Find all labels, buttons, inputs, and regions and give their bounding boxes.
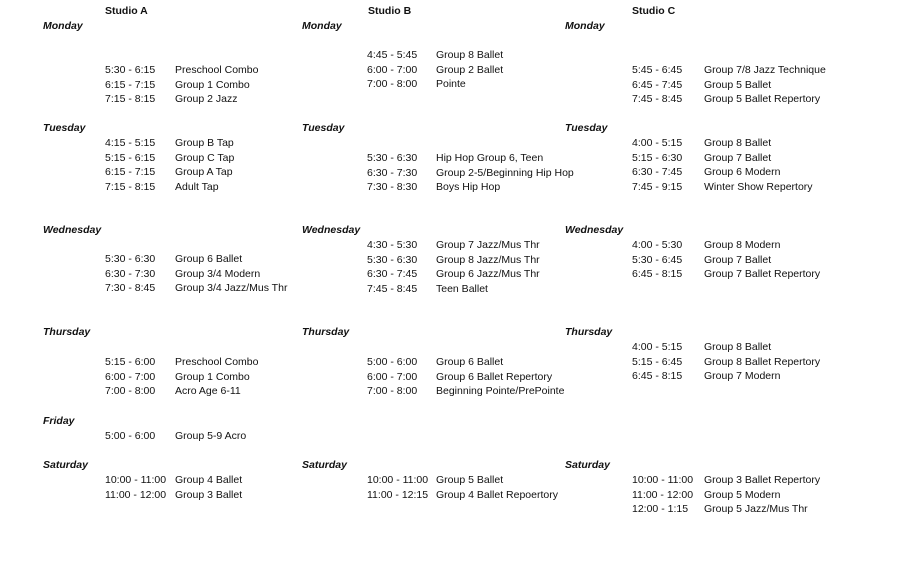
- day-label-studio_a-sat: Saturday: [43, 459, 88, 471]
- class-time: 7:00 - 8:00: [105, 385, 156, 398]
- class-time: 4:00 - 5:30: [632, 239, 683, 251]
- class-name: Group B Tap: [175, 137, 234, 149]
- studio-heading-3: Studio C: [632, 5, 676, 17]
- class-time: 5:00 - 6:00: [105, 430, 156, 442]
- class-time: 5:30 - 6:30: [367, 253, 418, 266]
- class-name: Group 1 Combo: [175, 370, 250, 383]
- day-label-studio_b-mon: Monday: [302, 20, 342, 32]
- class-time: 6:45 - 8:15: [632, 370, 683, 383]
- class-time: 5:15 - 6:45: [632, 355, 683, 368]
- class-time: 6:00 - 7:00: [105, 370, 156, 383]
- class-name: Group 4 Ballet Repoertory: [436, 488, 558, 501]
- class-name: Group 6 Ballet: [175, 253, 243, 265]
- class-name: Boys Hip Hop: [436, 181, 501, 194]
- class-time: 5:30 - 6:30: [367, 152, 418, 164]
- class-time: 5:15 - 6:30: [632, 151, 683, 164]
- class-time: 4:00 - 5:15: [632, 341, 683, 353]
- day-label-studio_a-tue: Tuesday: [43, 122, 86, 134]
- class-time: 7:45 - 8:45: [632, 93, 683, 106]
- class-time: 5:45 - 6:45: [632, 64, 683, 76]
- class-time: 7:15 - 8:15: [105, 180, 156, 193]
- class-name: Group 7 Ballet: [704, 151, 772, 164]
- class-time: 12:00 - 1:15: [632, 503, 689, 516]
- class-name: Group 5 Modern: [704, 488, 781, 501]
- class-time: 6:15 - 7:15: [105, 78, 156, 91]
- class-name: Group 7 Modern: [704, 370, 781, 383]
- class-name: Group 5 Ballet: [436, 474, 504, 486]
- class-name: Group 8 Modern: [704, 239, 781, 251]
- class-name: Group 8 Ballet: [436, 49, 504, 61]
- class-time: 6:15 - 7:15: [105, 166, 156, 179]
- class-time: 6:45 - 7:45: [632, 78, 683, 91]
- class-time: 5:30 - 6:15: [105, 64, 156, 76]
- class-time: 6:30 - 7:45: [632, 166, 683, 179]
- class-time: 11:00 - 12:00: [105, 488, 167, 501]
- class-time: 10:00 - 11:00: [632, 474, 694, 486]
- class-time: 5:15 - 6:15: [105, 151, 156, 164]
- class-name: Preschool Combo: [175, 356, 259, 368]
- class-name: Teen Ballet: [436, 282, 488, 295]
- class-name: Group 7/8 Jazz Technique: [704, 64, 826, 76]
- class-name: Group 5 Ballet: [704, 78, 772, 91]
- class-name: Group 5 Jazz/Mus Thr: [704, 503, 808, 516]
- class-time: 7:30 - 8:45: [105, 282, 156, 295]
- class-time: 10:00 - 11:00: [105, 474, 167, 486]
- class-time: 6:30 - 7:30: [105, 267, 156, 280]
- day-label-studio_b-wed: Wednesday: [302, 224, 361, 236]
- day-label-studio_a-mon: Monday: [43, 20, 83, 32]
- class-time: 6:00 - 7:00: [367, 370, 418, 383]
- class-name: Group 1 Combo: [175, 78, 250, 91]
- day-label-studio_c-tue: Tuesday: [565, 122, 608, 134]
- class-time: 6:30 - 7:30: [367, 166, 418, 179]
- day-label-studio_b-tue: Tuesday: [302, 122, 345, 134]
- class-time: 11:00 - 12:00: [632, 488, 694, 501]
- class-name: Group 8 Ballet Repertory: [704, 355, 821, 368]
- day-label-studio_b-thu: Thursday: [302, 326, 350, 338]
- class-time: 6:00 - 7:00: [367, 63, 418, 76]
- class-time: 7:15 - 8:15: [105, 93, 156, 106]
- class-time: 10:00 - 11:00: [367, 474, 429, 486]
- class-name: Group 6 Jazz/Mus Thr: [436, 268, 540, 281]
- class-name: Beginning Pointe/PrePointe: [436, 385, 565, 398]
- class-time: 5:15 - 6:00: [105, 356, 156, 368]
- class-name: Group 2 Ballet: [436, 63, 504, 76]
- class-name: Group 5-9 Acro: [175, 430, 247, 442]
- class-name: Winter Show Repertory: [704, 180, 813, 193]
- class-time: 5:30 - 6:45: [632, 253, 683, 266]
- day-label-studio_a-thu: Thursday: [43, 326, 91, 338]
- day-label-studio_b-sat: Saturday: [302, 459, 347, 471]
- class-name: Group 7 Jazz/Mus Thr: [436, 239, 540, 251]
- class-name: Group 8 Jazz/Mus Thr: [436, 253, 540, 266]
- studio-heading-2: Studio B: [368, 5, 412, 17]
- day-label-studio_a-fri: Friday: [43, 415, 75, 427]
- class-time: 7:00 - 8:00: [367, 385, 418, 398]
- day-label-studio_c-wed: Wednesday: [565, 224, 624, 236]
- class-name: Hip Hop Group 6, Teen: [436, 152, 544, 164]
- class-time: 5:00 - 6:00: [367, 356, 418, 368]
- day-label-studio_c-mon: Monday: [565, 20, 605, 32]
- class-name: Group 6 Ballet: [436, 356, 504, 368]
- class-name: Group 6 Ballet Repertory: [436, 370, 553, 383]
- class-name: Pointe: [436, 78, 466, 91]
- day-label-studio_c-thu: Thursday: [565, 326, 613, 338]
- class-name: Adult Tap: [175, 180, 219, 193]
- class-name: Group 4 Ballet: [175, 474, 243, 486]
- class-name: Group 3/4 Jazz/Mus Thr: [175, 282, 288, 295]
- class-name: Group 3 Ballet Repertory: [704, 474, 821, 486]
- class-time: 4:30 - 5:30: [367, 239, 418, 251]
- class-name: Group 7 Ballet Repertory: [704, 268, 821, 281]
- class-name: Group 3/4 Modern: [175, 267, 261, 280]
- class-name: Group 3 Ballet: [175, 488, 243, 501]
- class-name: Group 8 Ballet: [704, 341, 772, 353]
- class-name: Group 8 Ballet: [704, 137, 772, 149]
- class-name: Group 5 Ballet Repertory: [704, 93, 821, 106]
- class-time: 4:45 - 5:45: [367, 49, 418, 61]
- class-time: 5:30 - 6:30: [105, 253, 156, 265]
- day-label-studio_c-sat: Saturday: [565, 459, 610, 471]
- class-time: 4:00 - 5:15: [632, 137, 683, 149]
- class-name: Group C Tap: [175, 151, 235, 164]
- class-name: Preschool Combo: [175, 64, 259, 76]
- class-name: Group 2 Jazz: [175, 93, 238, 106]
- class-time: 4:15 - 5:15: [105, 137, 156, 149]
- class-time: 6:45 - 8:15: [632, 268, 683, 281]
- class-name: Group 7 Ballet: [704, 253, 772, 266]
- class-time: 7:45 - 9:15: [632, 180, 683, 193]
- class-name: Acro Age 6-11: [175, 385, 241, 398]
- class-time: 6:30 - 7:45: [367, 268, 418, 281]
- class-name: Group A Tap: [175, 166, 233, 179]
- class-time: 7:45 - 8:45: [367, 282, 418, 295]
- studio-heading-1: Studio A: [105, 5, 148, 17]
- class-name: Group 2-5/Beginning Hip Hop: [436, 166, 574, 179]
- day-label-studio_a-wed: Wednesday: [43, 224, 102, 236]
- class-time: 7:30 - 8:30: [367, 181, 418, 194]
- class-time: 11:00 - 12:15: [367, 488, 429, 501]
- class-time: 7:00 - 8:00: [367, 78, 418, 91]
- class-name: Group 6 Modern: [704, 166, 781, 179]
